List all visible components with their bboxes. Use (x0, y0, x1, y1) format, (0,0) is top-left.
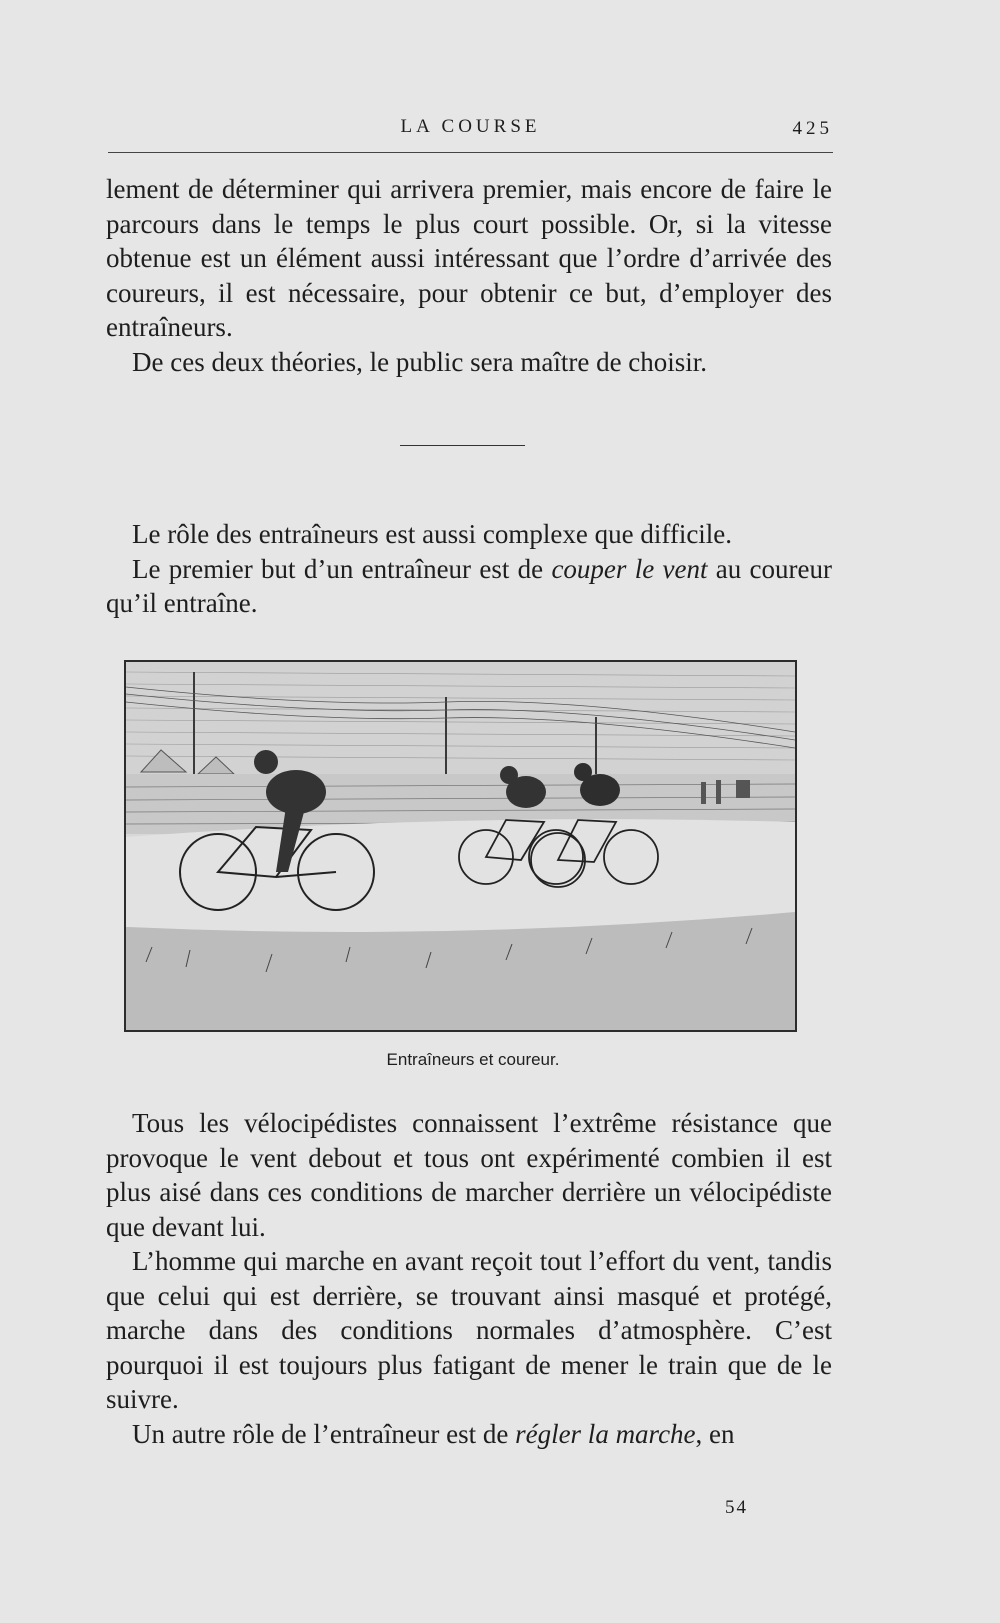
paragraph: Tous les vélocipédistes connaissent l’extrême résistance que provoque le vent debout et tous ont expérimenté combien il est plus aisé dans ces conditions de marcher derrière un vélocipédiste que devant lui. (106, 1108, 832, 1242)
text-block-bottom (106, 1106, 832, 1451)
paragraph-text: Un autre rôle de l’entraîneur est de (132, 1418, 516, 1449)
italic-phrase: régler la marche (515, 1418, 696, 1449)
paragraph: L’homme qui marche en avant reçoit tout l’effort du vent, tandis que celui qui est derrière, se trouvant ainsi masqué et protégé, marche dans des conditions normales d’atmosphère. C’est pourquoi il est toujours plus fatigant de mener le train que de le suivre. (106, 1246, 832, 1414)
paragraph: Le rôle des entraîneurs est aussi complexe que difficile. (132, 519, 733, 549)
paragraph (106, 552, 832, 621)
page-header (108, 112, 833, 153)
section-divider (400, 445, 525, 446)
text-block-middle (106, 517, 832, 621)
text-block-top (106, 172, 832, 379)
illustration-cyclists (124, 660, 797, 1032)
running-title: LA COURSE (400, 116, 541, 137)
paragraph-text: Le premier but d’un entraîneur est de (132, 553, 552, 584)
paragraph: lement de déterminer qui arrivera premier, mais encore de faire le parcours dans le temps le plus court possible. Or, si la vitesse obtenue est un élément aussi intéressant que l’ordre d’arrivée des coureurs, il est nécessaire, pour obtenir ce but, d’employer des entraîneurs. (106, 174, 832, 342)
engraving-illustration (126, 662, 795, 1030)
paragraph-text: , en (695, 1418, 735, 1449)
page-number: 425 (792, 118, 833, 139)
figure-caption: Entraîneurs et coureur. (386, 1050, 560, 1069)
paragraph: De ces deux théories, le public sera maître de choisir. (132, 346, 708, 377)
paragraph-text: au coureur qu’il entraîne. (106, 553, 832, 618)
italic-phrase: couper le vent (551, 553, 708, 584)
paragraph (106, 1417, 832, 1452)
signature-mark: 54 (725, 1497, 748, 1518)
